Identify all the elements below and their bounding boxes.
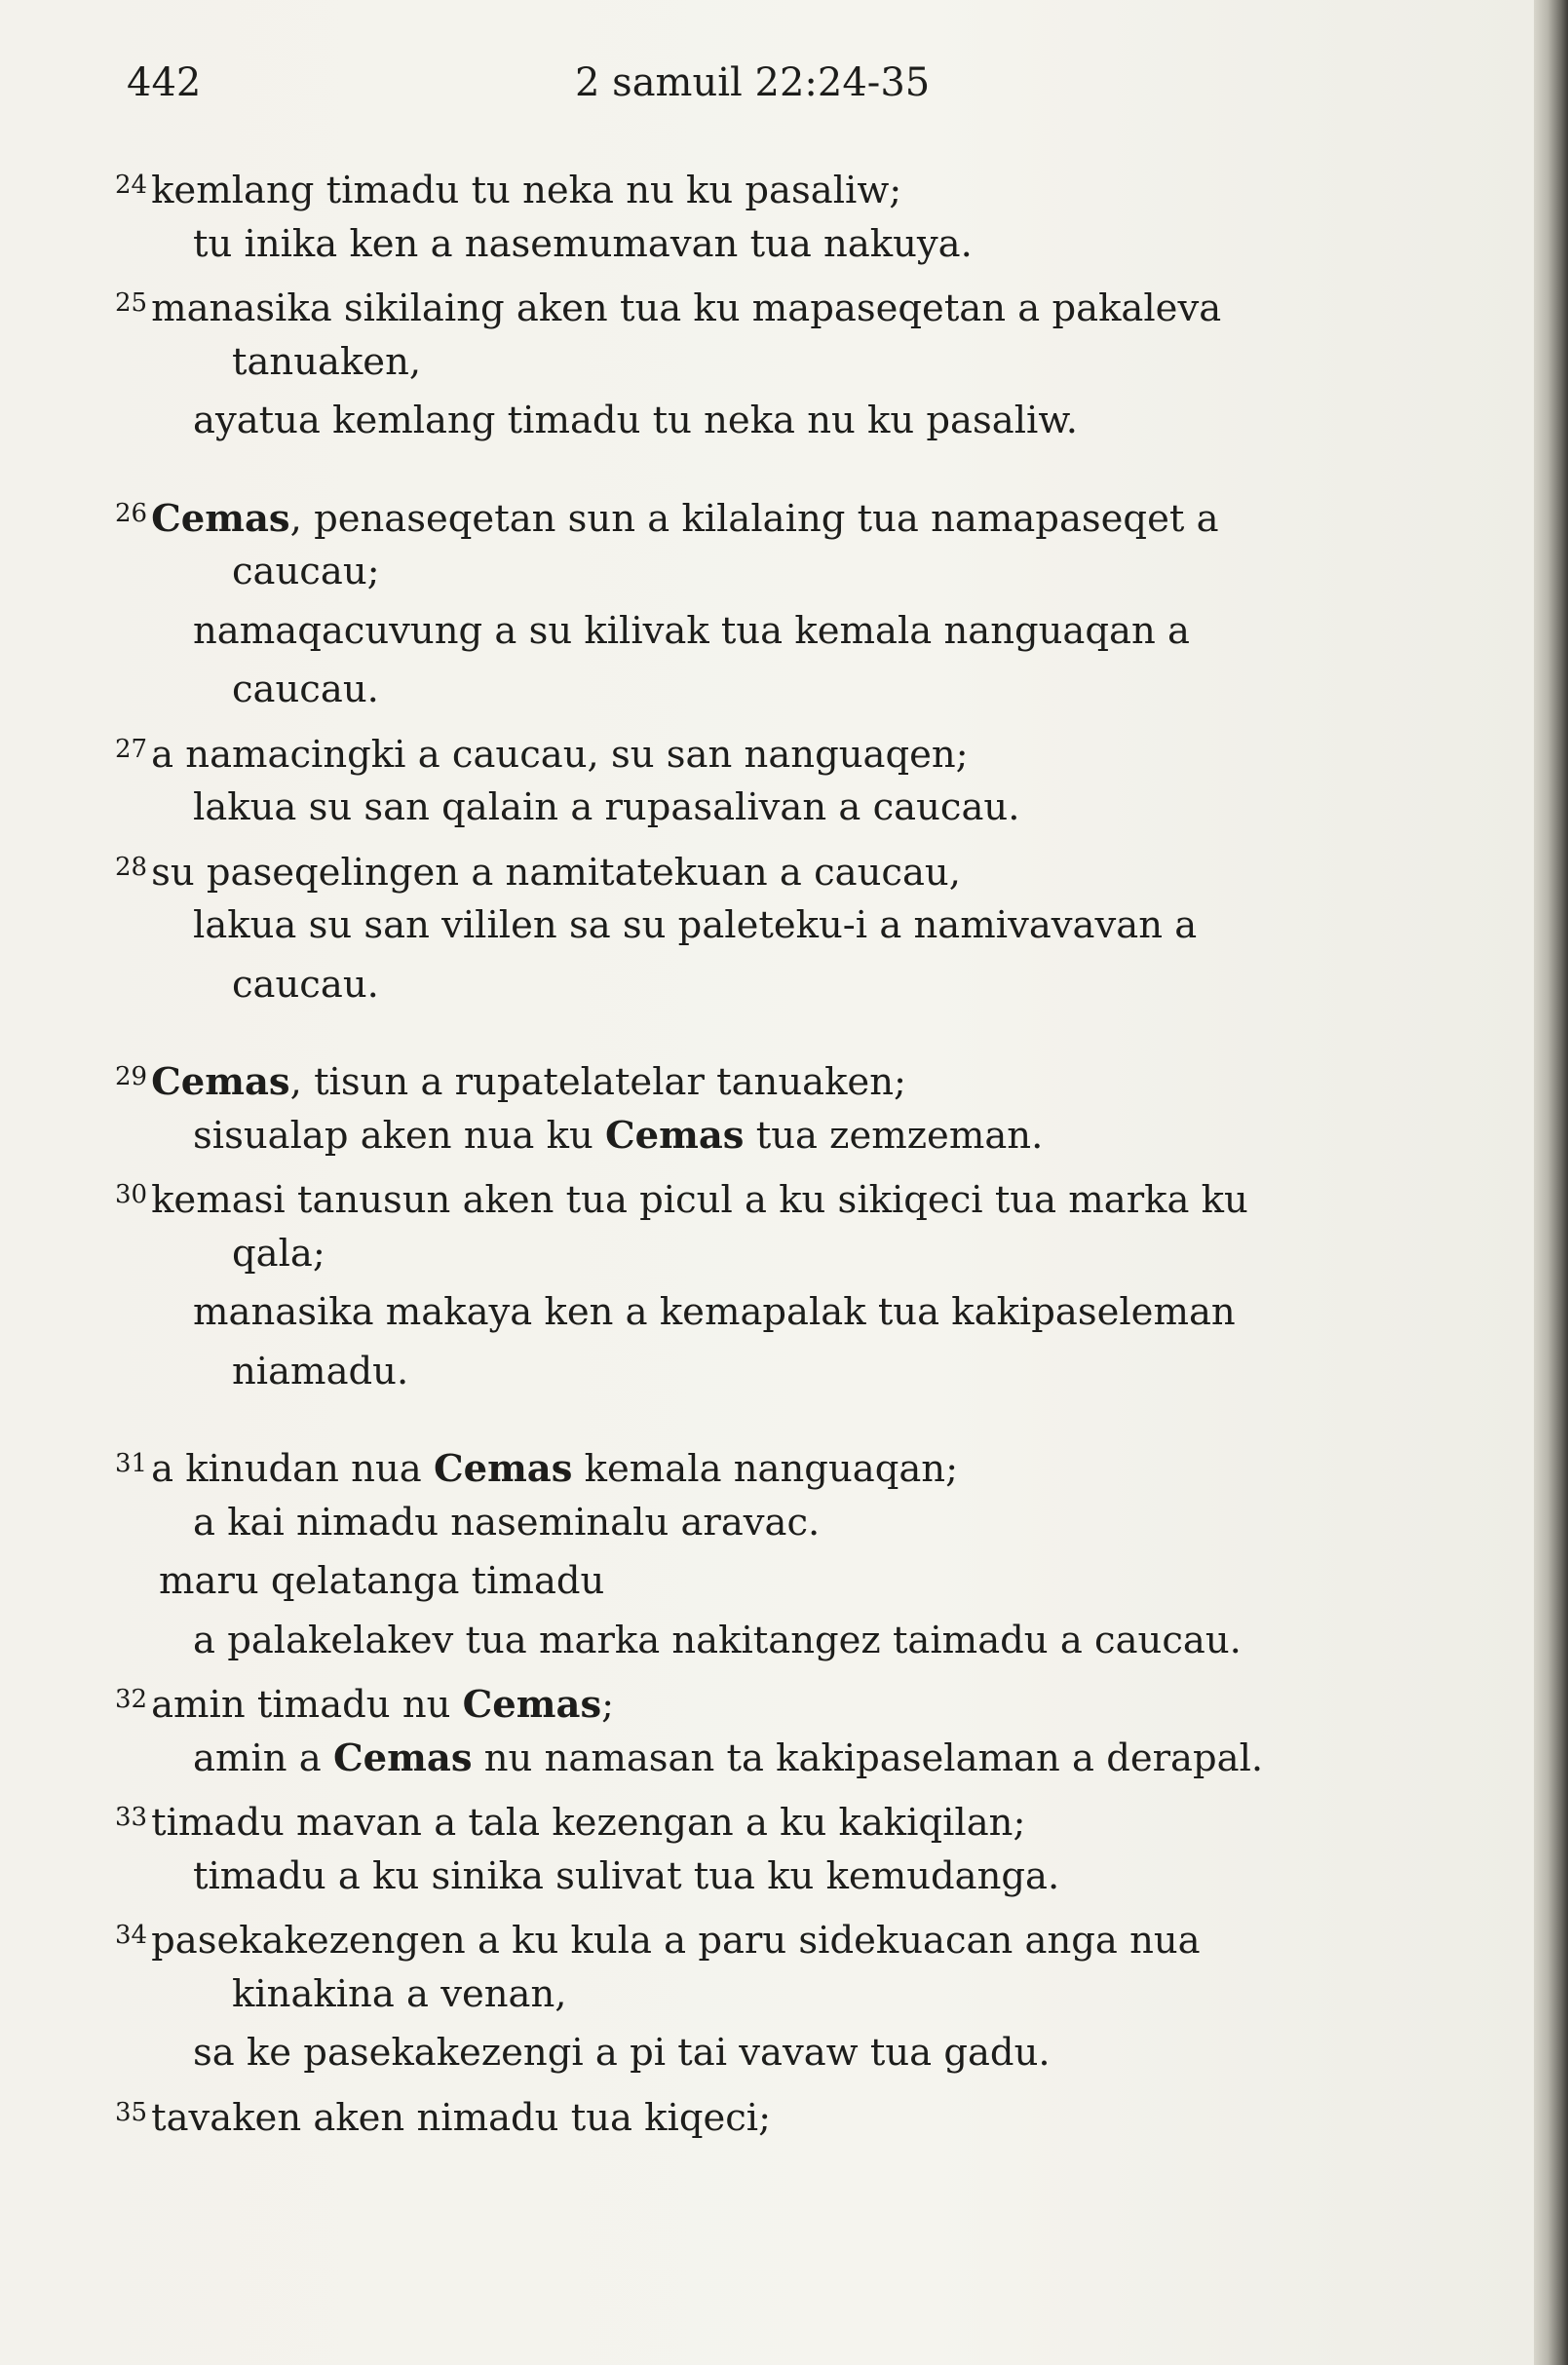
verse-31-line (115, 1612, 1440, 1671)
verse-28-line (115, 838, 1440, 897)
verse-text: kemala nanguaqan; (572, 1447, 959, 1491)
stanza-break (115, 1014, 1440, 1048)
verse-text: pasekakezengen a ku kula a paru sidekuacan anga nua (151, 1919, 1201, 1963)
verse-28-line (115, 956, 1440, 1015)
verse-text: caucau. (232, 962, 379, 1007)
verse-text: lakua su san vililen sa su paleteku-i a namivavavan a (193, 903, 1198, 947)
verse-text: ayatua kemlang timadu tu neka nu ku pasaliw. (193, 399, 1078, 442)
divine-name: Cemas (462, 1683, 602, 1727)
verse-28-line (115, 896, 1440, 956)
verse-number: 27 (115, 734, 148, 764)
verse-number: 35 (115, 2097, 148, 2127)
verse-text: caucau. (232, 668, 379, 711)
verse-text: manasika makaya ken a kemapalak tua kakipaseleman (193, 1290, 1236, 1334)
verse-26-line (115, 602, 1440, 662)
verse-text: amin timadu nu (151, 1683, 463, 1727)
verse-text: timadu a ku sinika sulivat tua ku kemudanga. (193, 1853, 1060, 1898)
verse-number: 29 (115, 1062, 148, 1091)
verse-text: a kinudan nua (151, 1447, 434, 1491)
verse-number: 34 (115, 1921, 148, 1950)
verse-29-line (115, 1107, 1440, 1166)
verse-30-line (115, 1343, 1440, 1402)
verse-31-line (115, 1434, 1440, 1494)
verse-25-line (115, 333, 1440, 393)
verse-number: 30 (115, 1180, 148, 1209)
stanza-break (115, 451, 1440, 484)
verse-25-line (115, 392, 1440, 451)
verse-26-line (115, 484, 1440, 544)
verse-text: amin a (193, 1736, 333, 1780)
verse-31-line (115, 1552, 1440, 1612)
divine-name: Cemas (433, 1447, 573, 1491)
verse-34-line (115, 1906, 1440, 1965)
verse-text: caucau; (232, 550, 380, 593)
divine-name: Cemas (151, 1060, 290, 1104)
verse-26-line (115, 661, 1440, 720)
divine-name: Cemas (151, 496, 290, 541)
verse-32-line (115, 1670, 1440, 1730)
verse-text: qala; (232, 1231, 325, 1276)
verse-text: sa ke pasekakezengi a pi tai vavaw tua gadu. (193, 2031, 1051, 2075)
verse-24-line (115, 156, 1440, 215)
verse-text: tavaken aken nimadu tua kiqeci; (151, 2095, 772, 2140)
verse-text: namaqacuvung a su kilivak tua kemala nanguaqan a (193, 608, 1190, 653)
verse-33-line (115, 1848, 1440, 1907)
divine-name: Cemas (333, 1736, 473, 1780)
verse-34-line (115, 2024, 1440, 2083)
verse-26-line (115, 543, 1440, 602)
verse-number: 28 (115, 852, 148, 882)
verse-text: tanuaken, (232, 339, 422, 384)
verse-27-line (115, 720, 1440, 780)
verse-27-line (115, 779, 1440, 838)
verse-34-line (115, 1965, 1440, 2025)
verse-text: tu inika ken a nasemumavan tua nakuya. (193, 221, 973, 266)
verse-30-line (115, 1165, 1440, 1225)
verse-number: 31 (115, 1449, 148, 1478)
verse-text: kinakina a venan, (232, 1971, 567, 2016)
verse-35-line (115, 2083, 1440, 2143)
verse-text: a kai nimadu naseminalu aravac. (193, 1500, 821, 1545)
page-number: 442 (127, 60, 202, 105)
page-header (0, 60, 1534, 119)
verse-text: su paseqelingen a namitatekuan a caucau, (151, 850, 961, 895)
verse-text: kemasi tanusun aken tua picul a ku sikiqeci tua marka ku (151, 1178, 1248, 1222)
verse-text: manasika sikilaing aken tua ku mapaseqetan a pakaleva (151, 286, 1222, 330)
verse-29-line (115, 1048, 1440, 1107)
verse-30-line (115, 1283, 1440, 1343)
stanza-break (115, 1401, 1440, 1434)
divine-name: Cemas (604, 1113, 745, 1158)
verse-text: nu namasan ta kakipaselaman a derapal. (472, 1736, 1264, 1780)
verse-number: 32 (115, 1685, 148, 1714)
verse-number: 24 (115, 171, 148, 200)
verse-31-line (115, 1494, 1440, 1553)
verse-25-line (115, 274, 1440, 333)
verse-24-line (115, 215, 1440, 275)
verse-33-line (115, 1788, 1440, 1848)
running-head: 2 samuil 22:24-35 (575, 60, 931, 105)
verse-number: 26 (115, 498, 148, 528)
verse-text: ; (601, 1683, 615, 1727)
verse-32-line (115, 1730, 1440, 1789)
verse-number: 25 (115, 288, 148, 318)
verse-text: , tisun a rupatelatelar tanuaken; (289, 1060, 906, 1104)
verse-text: , penaseqetan sun a kilalaing tua namapaseqet a (289, 496, 1219, 541)
verse-text: maru qelatanga timadu (159, 1559, 605, 1603)
verse-text: timadu mavan a tala kezengan a ku kakiqilan; (151, 1801, 1026, 1845)
verse-text: a palakelakev tua marka nakitangez taimadu a caucau. (193, 1618, 1242, 1662)
verse-text: niamadu. (232, 1349, 409, 1393)
page-spine-shadow (1534, 0, 1568, 2365)
verse-text: lakua su san qalain a rupasalivan a caucau. (193, 785, 1020, 829)
scripture-text (115, 156, 1440, 2142)
verse-text: a namacingki a caucau, su san nanguaqen; (151, 732, 969, 777)
verse-number: 33 (115, 1803, 148, 1832)
verse-text: kemlang timadu tu neka nu ku pasaliw; (151, 169, 902, 212)
verse-30-line (115, 1225, 1440, 1284)
verse-text: tua zemzeman. (744, 1113, 1044, 1158)
verse-text: sisualap aken nua ku (193, 1113, 605, 1158)
